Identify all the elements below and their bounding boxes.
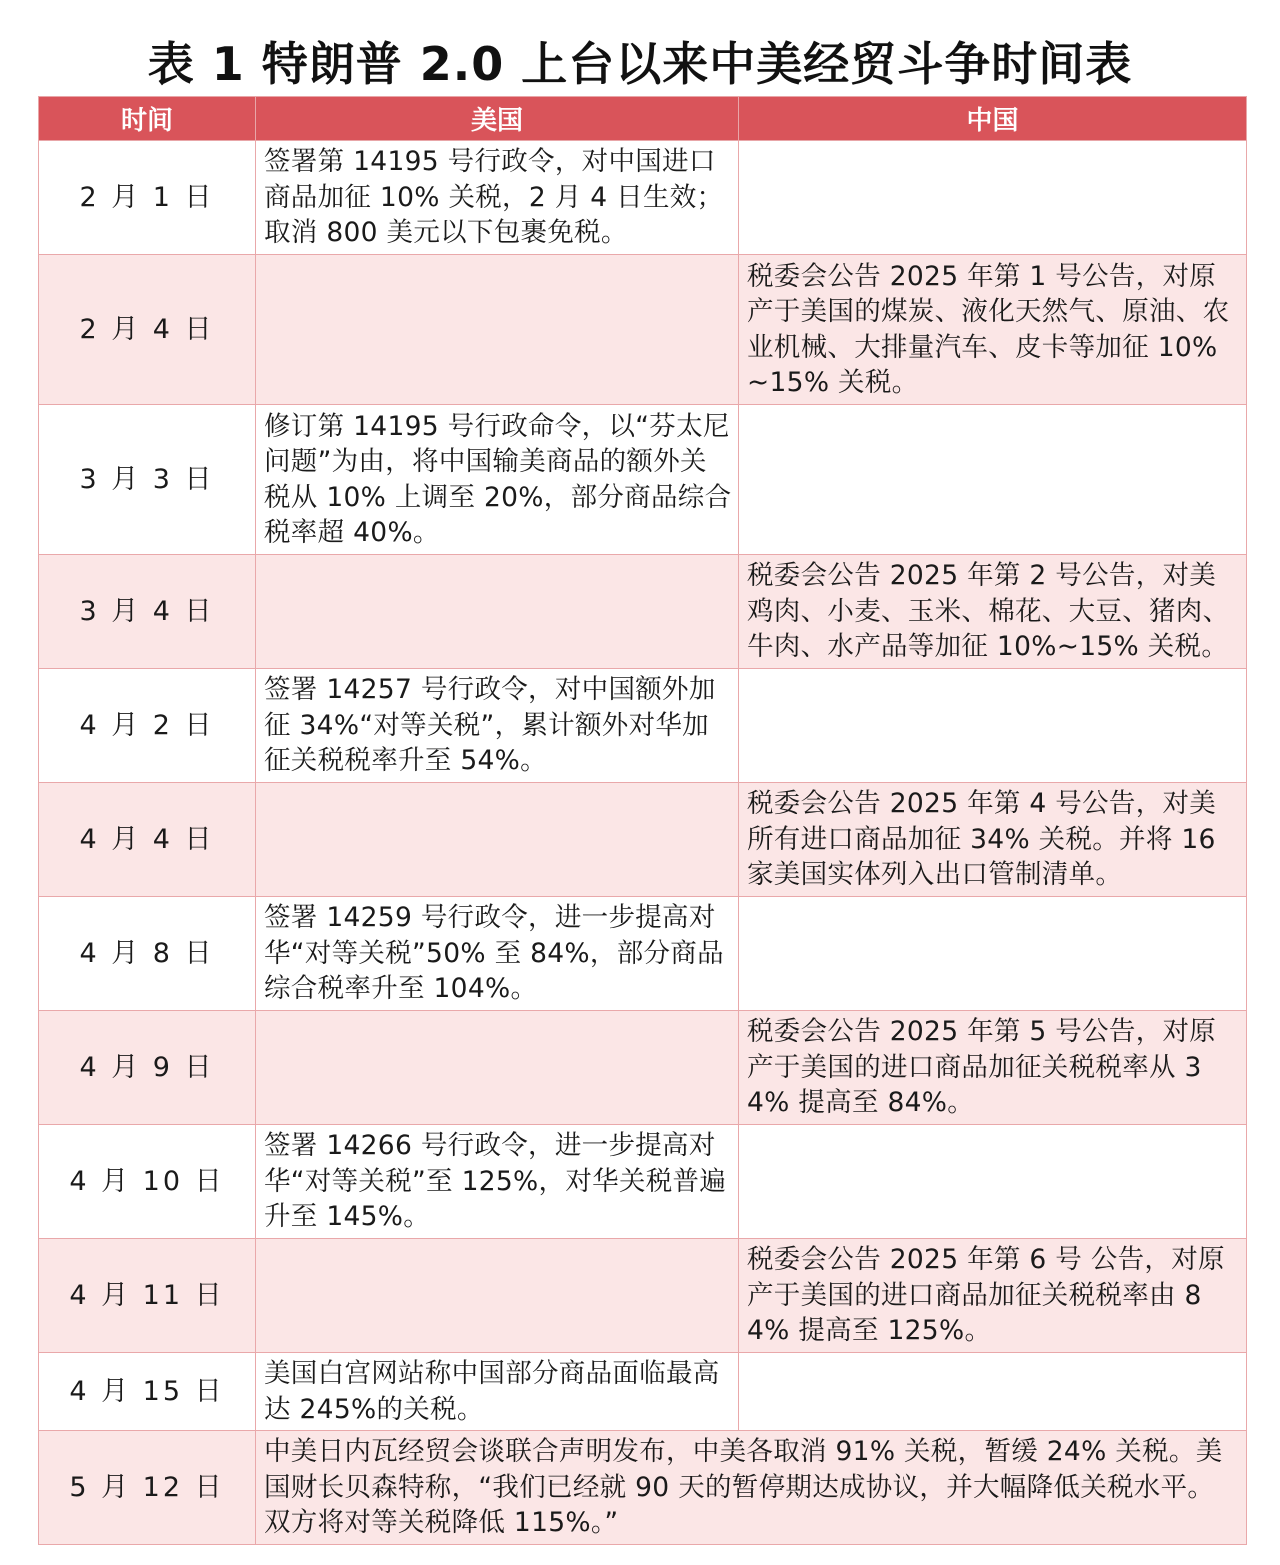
table-row — [39, 141, 1247, 255]
cn-action-cell: 税委会公告 2025 年第 6 号 公告，对原产于美国的进口商品加征关税税率由 84% 提高至 125%。 — [739, 1239, 1247, 1353]
table-row — [39, 255, 1247, 405]
table-row — [39, 555, 1247, 669]
table-body — [39, 141, 1247, 1545]
date-cell: 4 月 2 日 — [39, 669, 256, 783]
table-row — [39, 669, 1247, 783]
cn-action-cell: 税委会公告 2025 年第 2 号公告，对美鸡肉、小麦、玉米、棉花、大豆、猪肉、牛肉、水产品等加征 10%~15% 关税。 — [739, 555, 1247, 669]
joint-statement-cell: 中美日内瓦经贸会谈联合声明发布，中美各取消 91% 关税，暂缓 24% 关税。美国财长贝森特称，“我们已经就 90 天的暂停期达成协议，并大幅降低关税水平。双方将对等关税降低 115%。” — [256, 1431, 1247, 1545]
us-action-cell — [256, 255, 739, 405]
cn-action-cell: 税委会公告 2025 年第 1 号公告，对原产于美国的煤炭、液化天然气、原油、农业机械、大排量汽车、皮卡等加征 10%~15% 关税。 — [739, 255, 1247, 405]
cn-action-cell — [739, 897, 1247, 1011]
cn-action-cell: 税委会公告 2025 年第 5 号公告，对原产于美国的进口商品加征关税税率从 34% 提高至 84%。 — [739, 1011, 1247, 1125]
timeline-table — [38, 96, 1247, 1545]
table-row — [39, 405, 1247, 555]
table-row — [39, 1431, 1247, 1545]
column-header-cn: 中国 — [739, 97, 1247, 141]
us-action-cell: 美国白宫网站称中国部分商品面临最高达 245%的关税。 — [256, 1353, 739, 1431]
table-row — [39, 1125, 1247, 1239]
us-action-cell — [256, 1011, 739, 1125]
column-header-date: 时间 — [39, 97, 256, 141]
date-cell: 3 月 3 日 — [39, 405, 256, 555]
date-cell: 4 月 8 日 — [39, 897, 256, 1011]
date-cell: 4 月 10 日 — [39, 1125, 256, 1239]
us-action-cell — [256, 1239, 739, 1353]
date-cell: 4 月 9 日 — [39, 1011, 256, 1125]
us-action-cell — [256, 783, 739, 897]
cn-action-cell — [739, 1125, 1247, 1239]
cn-action-cell: 税委会公告 2025 年第 4 号公告，对美所有进口商品加征 34% 关税。并将 16 家美国实体列入出口管制清单。 — [739, 783, 1247, 897]
cn-action-cell — [739, 141, 1247, 255]
table-row — [39, 1239, 1247, 1353]
cn-action-cell — [739, 405, 1247, 555]
date-cell: 4 月 15 日 — [39, 1353, 256, 1431]
us-action-cell: 签署 14266 号行政令，进一步提高对华“对等关税”至 125%，对华关税普遍升至 145%。 — [256, 1125, 739, 1239]
date-cell: 3 月 4 日 — [39, 555, 256, 669]
date-cell: 4 月 4 日 — [39, 783, 256, 897]
us-action-cell: 签署 14257 号行政令，对中国额外加征 34%“对等关税”，累计额外对华加征关税税率升至 54%。 — [256, 669, 739, 783]
column-header-us: 美国 — [256, 97, 739, 141]
table-header — [39, 97, 1247, 141]
cn-action-cell — [739, 1353, 1247, 1431]
table-row — [39, 1011, 1247, 1125]
us-action-cell: 签署第 14195 号行政令，对中国进口商品加征 10% 关税，2 月 4 日生效；取消 800 美元以下包裹免税。 — [256, 141, 739, 255]
date-cell: 4 月 11 日 — [39, 1239, 256, 1353]
header-row — [39, 97, 1247, 141]
table-row — [39, 783, 1247, 897]
date-cell: 2 月 1 日 — [39, 141, 256, 255]
table-title: 表 1 特朗普 2.0 上台以来中美经贸斗争时间表 — [147, 37, 1133, 91]
us-action-cell: 修订第 14195 号行政命令，以“芬太尼问题”为由，将中国输美商品的额外关税从 10% 上调至 20%，部分商品综合税率超 40%。 — [256, 405, 739, 555]
us-action-cell: 签署 14259 号行政令，进一步提高对华“对等关税”50% 至 84%，部分商品综合税率升至 104%。 — [256, 897, 739, 1011]
date-cell: 2 月 4 日 — [39, 255, 256, 405]
table-row — [39, 897, 1247, 1011]
us-action-cell — [256, 555, 739, 669]
table-row — [39, 1353, 1247, 1431]
cn-action-cell — [739, 669, 1247, 783]
date-cell: 5 月 12 日 — [39, 1431, 256, 1545]
